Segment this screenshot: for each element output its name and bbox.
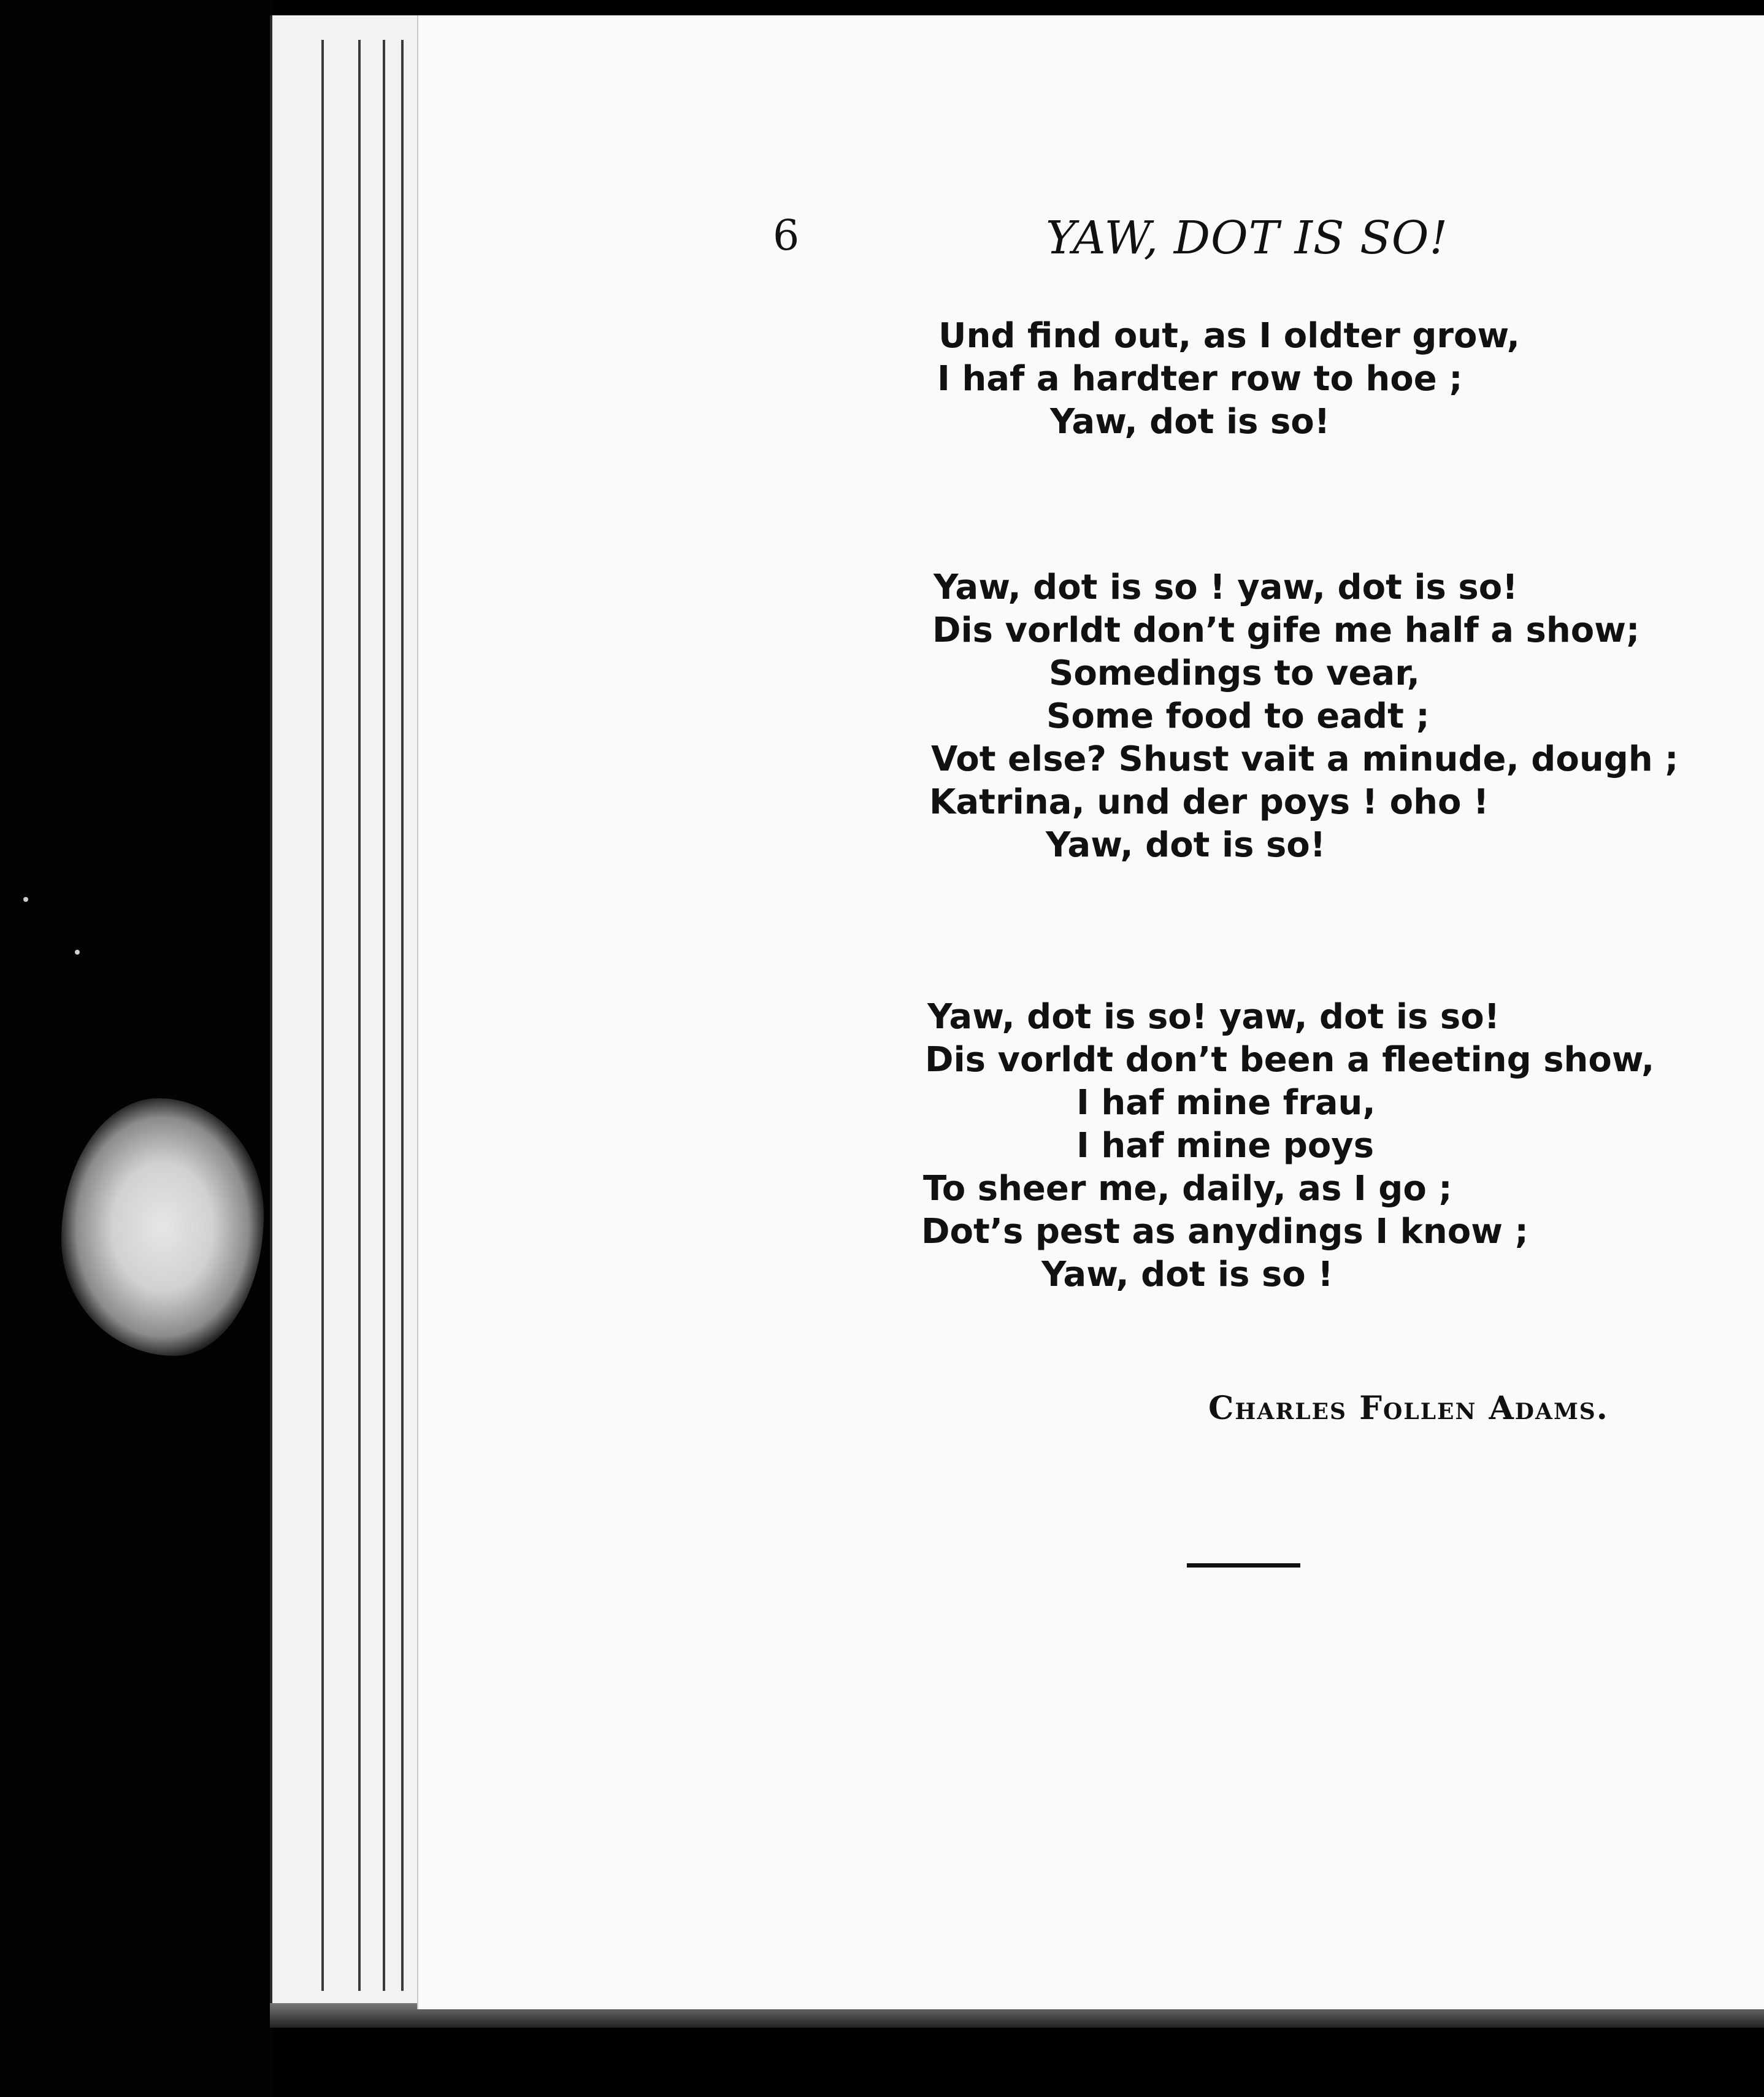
poem-line: Yaw, dot is so ! yaw, dot is so!	[934, 568, 1518, 607]
page-number: 6	[773, 212, 800, 260]
poem-line: Yaw, dot is so! yaw, dot is so!	[927, 997, 1500, 1037]
poem-line: Somedings to vear,	[1049, 653, 1420, 693]
dust-speck	[75, 950, 80, 955]
scan-background	[0, 0, 273, 2097]
poem-line: Yaw, dot is so!	[1050, 402, 1330, 442]
page-header	[773, 212, 1678, 279]
poem-line: Yaw, dot is so !	[1041, 1255, 1333, 1295]
poem-line: Dot’s pest as anydings I know ;	[921, 1212, 1528, 1252]
poem-line: Yaw, dot is so!	[1046, 825, 1326, 865]
page-edge	[358, 40, 361, 1991]
poem-line: I haf a hardter row to hoe ;	[937, 359, 1463, 399]
poem-line: To sheer me, daily, as I go ;	[923, 1169, 1452, 1209]
poem-line: Katrina, und der poys ! oho !	[929, 782, 1489, 822]
section-rule	[1187, 1563, 1300, 1568]
lint-blob	[61, 1098, 264, 1356]
attribution: Charles Follen Adams.	[1208, 1390, 1609, 1427]
page-edge	[401, 40, 404, 1991]
running-title: YAW, DOT IS SO!	[1046, 212, 1449, 264]
poem-line: Some food to eadt ;	[1046, 696, 1430, 736]
page-edge	[321, 40, 324, 1991]
poem-line: I haf mine poys	[1076, 1126, 1375, 1166]
page-edge	[383, 40, 385, 1991]
poem-line: Vot else? Shust vait a minude, dough ;	[931, 739, 1679, 779]
dust-speck	[23, 897, 28, 902]
poem-line: Dis vorldt don’t been a fleeting show,	[925, 1040, 1655, 1080]
poem-line: Und find out, as I oldter grow,	[938, 316, 1520, 356]
poem-line: Dis vorldt don’t gife me half a show;	[932, 610, 1640, 650]
poem-line: I haf mine frau,	[1076, 1083, 1376, 1123]
